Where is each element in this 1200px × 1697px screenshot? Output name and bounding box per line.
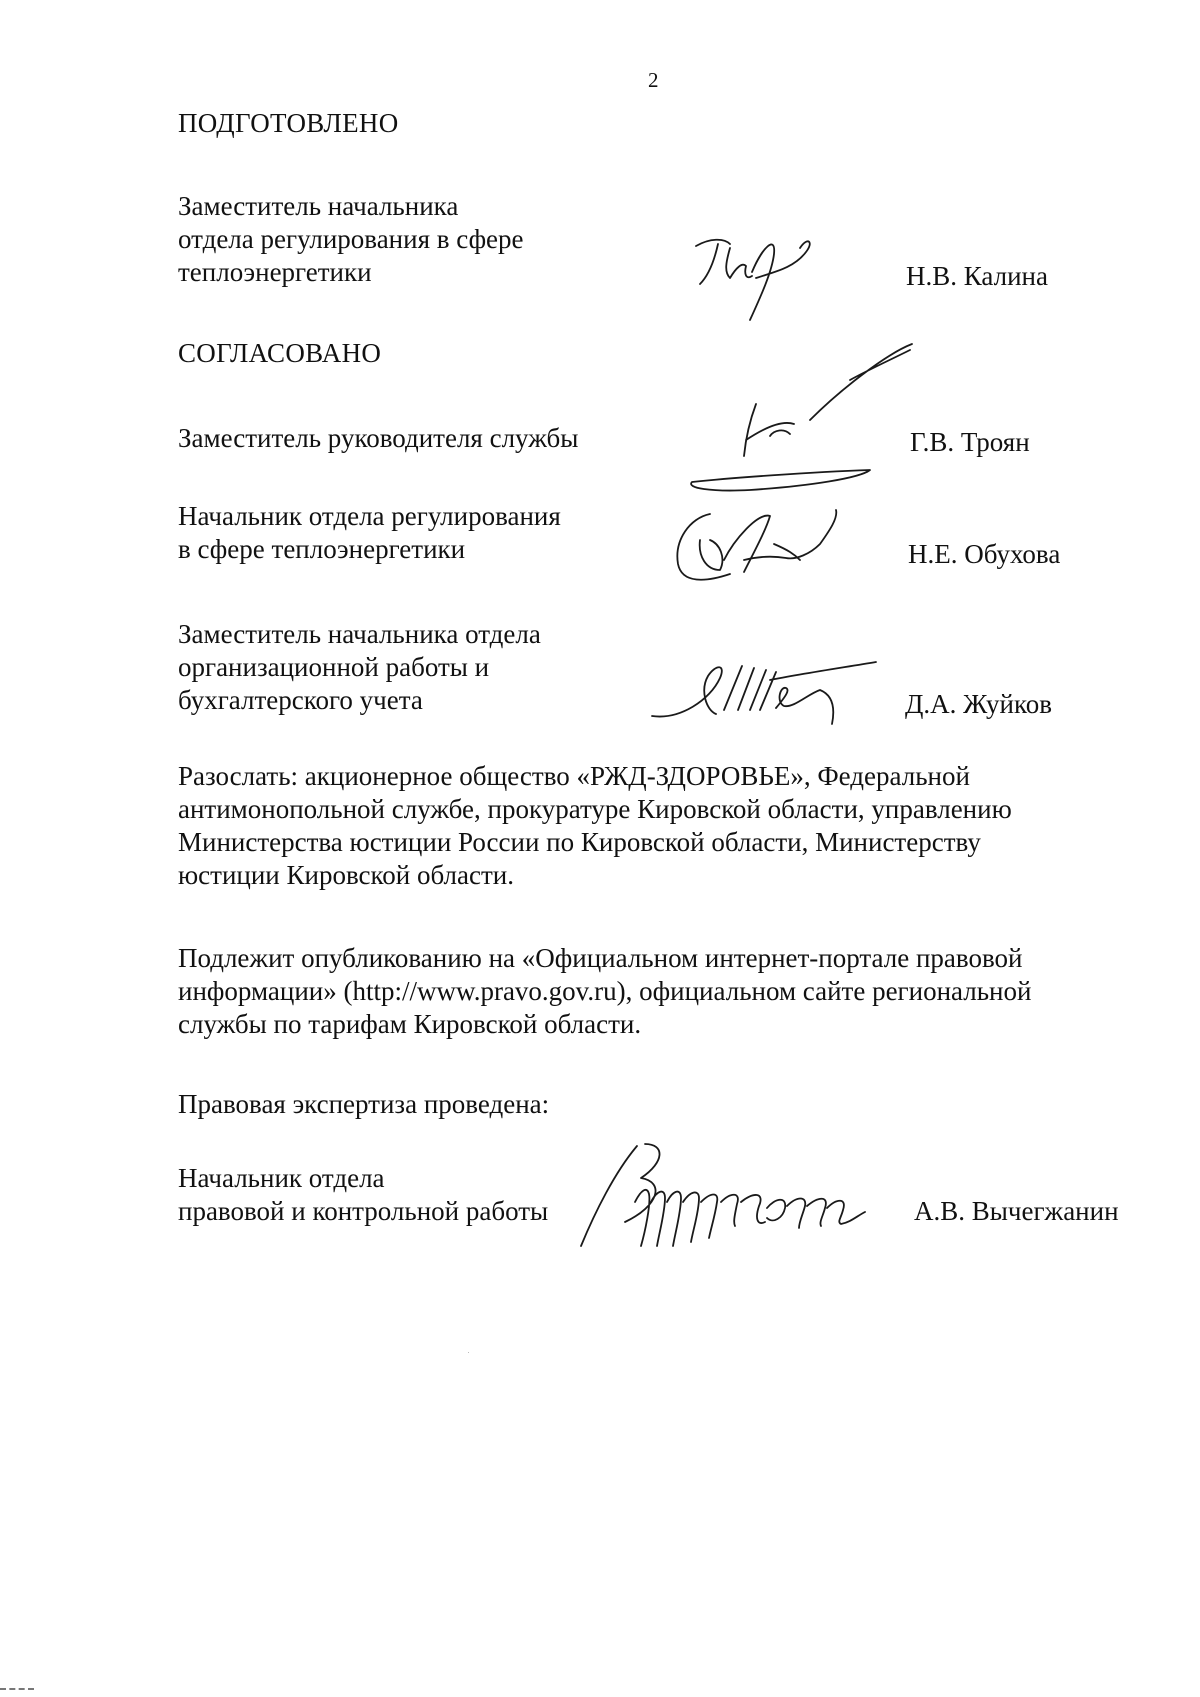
signatory-name: А.В. Вычегжанин: [914, 1196, 1119, 1226]
signatory-name: Г.В. Троян: [910, 427, 1030, 457]
position-line: Заместитель начальника: [178, 191, 459, 221]
position-line: отдела регулирования в сфере: [178, 224, 524, 254]
position-line: бухгалтерского учета: [178, 685, 423, 715]
paragraph-line: антимонопольной службе, прокуратуре Кировской области, управлению: [178, 794, 1012, 824]
agreed-position-2: [178, 500, 561, 566]
signatory-name: Н.Е. Обухова: [908, 539, 1061, 569]
legal-review-position: [178, 1162, 548, 1228]
scan-speck: [468, 1352, 469, 1353]
paragraph-line: информации» (http://www.pravo.gov.ru), официальном сайте региональной: [178, 976, 1032, 1006]
paragraph-line: Разослать: акционерное общество «РЖД-ЗДОРОВЬЕ», Федеральной: [178, 761, 970, 791]
signature-obukhova: [670, 500, 850, 590]
distribution-paragraph: [178, 760, 1132, 892]
position-line: организационной работы и: [178, 652, 490, 682]
publication-paragraph: [178, 942, 1132, 1041]
page-number: 2: [648, 68, 659, 92]
position-line: правовой и контрольной работы: [178, 1196, 549, 1226]
position-line: Заместитель начальника отдела: [178, 619, 541, 649]
prepared-heading: ПОДГОТОВЛЕНО: [178, 108, 399, 138]
agreed-position-1: Заместитель руководителя службы: [178, 423, 579, 453]
signature-troyan: [690, 340, 920, 490]
paragraph-line: Подлежит опубликованию на «Официальном интернет-портале правовой: [178, 943, 1023, 973]
scan-edge-mark: [0, 1688, 34, 1693]
agreed-position-3: [178, 618, 541, 717]
legal-review-heading: Правовая экспертиза проведена:: [178, 1089, 550, 1119]
position-line: теплоэнергетики: [178, 257, 372, 287]
signatory-name: Д.А. Жуйков: [905, 689, 1052, 719]
prepared-position: [178, 190, 524, 289]
paragraph-line: Министерства юстиции России по Кировской области, Министерству: [178, 827, 981, 857]
agreed-heading: СОГЛАСОВАНО: [178, 338, 382, 368]
paragraph-line: службы по тарифам Кировской области.: [178, 1009, 642, 1039]
signature-zhuikov: [650, 650, 880, 730]
position-line: Начальник отдела регулирования: [178, 501, 561, 531]
paragraph-line: юстиции Кировской области.: [178, 860, 514, 890]
signature-vychegzhanin: [575, 1142, 925, 1250]
position-line: в сфере теплоэнергетики: [178, 534, 466, 564]
signature-kalina: [690, 228, 850, 324]
position-line: Начальник отдела: [178, 1163, 385, 1193]
signatory-name: Н.В. Калина: [906, 261, 1048, 291]
